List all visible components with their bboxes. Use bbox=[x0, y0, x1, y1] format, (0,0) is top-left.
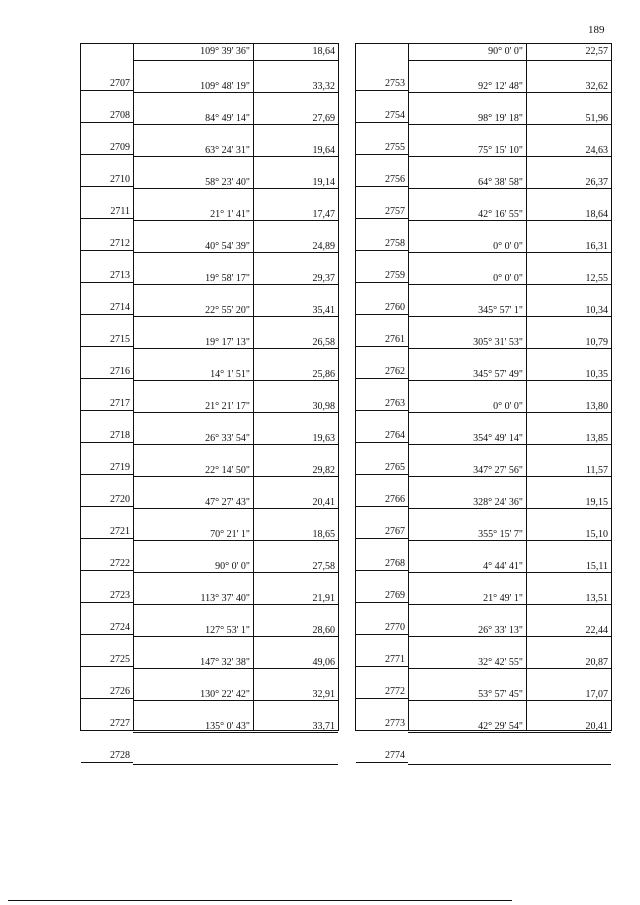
bearing-angle: 305° 31' 53" bbox=[473, 337, 523, 348]
bearing-angle: 22° 14' 50" bbox=[205, 465, 250, 476]
bearing-angle: 19° 17' 13" bbox=[205, 337, 250, 348]
row-divider bbox=[81, 410, 133, 411]
row-divider bbox=[81, 218, 133, 219]
row-divider bbox=[356, 218, 408, 219]
distance-value: 32,62 bbox=[585, 81, 608, 92]
point-id: 2707 bbox=[110, 78, 130, 89]
distance-value: 35,41 bbox=[312, 305, 335, 316]
point-id: 2758 bbox=[385, 238, 405, 249]
distance-value: 20,41 bbox=[312, 497, 335, 508]
distance-value: 30,98 bbox=[312, 401, 335, 412]
distance-value: 24,89 bbox=[312, 241, 335, 252]
bearing-angle: 53° 57' 45" bbox=[478, 689, 523, 700]
row-divider bbox=[81, 154, 133, 155]
row-divider bbox=[356, 634, 408, 635]
point-id: 2761 bbox=[385, 334, 405, 345]
row-divider bbox=[81, 282, 133, 283]
point-id: 2708 bbox=[110, 110, 130, 121]
row-divider bbox=[81, 506, 133, 507]
row-divider bbox=[356, 474, 408, 475]
row-divider bbox=[81, 314, 133, 315]
bearing-angle: 92° 12' 48" bbox=[478, 81, 523, 92]
point-id: 2771 bbox=[385, 654, 405, 665]
row-divider bbox=[81, 666, 133, 667]
distance-value: 22,57 bbox=[585, 46, 608, 57]
bearing-angle: 42° 16' 55" bbox=[478, 209, 523, 220]
bearing-angle: 58° 23' 40" bbox=[205, 177, 250, 188]
distance-value: 27,58 bbox=[312, 561, 335, 572]
point-id: 2717 bbox=[110, 398, 130, 409]
bearing-angle: 21° 49' 1" bbox=[483, 593, 523, 604]
bearing-angle: 14° 1' 51" bbox=[210, 369, 250, 380]
row-divider bbox=[133, 764, 338, 765]
bearing-angle: 98° 19' 18" bbox=[478, 113, 523, 124]
row-divider bbox=[81, 570, 133, 571]
point-id: 2727 bbox=[110, 718, 130, 729]
distance-value: 51,96 bbox=[585, 113, 608, 124]
row-divider bbox=[356, 506, 408, 507]
distance-value: 26,37 bbox=[585, 177, 608, 188]
row-divider bbox=[356, 90, 408, 91]
survey-table-right bbox=[355, 43, 612, 761]
distance-value: 18,64 bbox=[585, 209, 608, 220]
bearing-angle: 355° 15' 7" bbox=[478, 529, 523, 540]
bearing-angle: 70° 21' 1" bbox=[210, 529, 250, 540]
bearing-angle: 75° 15' 10" bbox=[478, 145, 523, 156]
point-id: 2769 bbox=[385, 590, 405, 601]
bearing-angle: 26° 33' 54" bbox=[205, 433, 250, 444]
distance-value: 10,34 bbox=[585, 305, 608, 316]
row-divider bbox=[81, 250, 133, 251]
row-divider bbox=[356, 538, 408, 539]
row-divider bbox=[81, 762, 133, 763]
distance-value: 10,35 bbox=[585, 369, 608, 380]
distance-value: 19,14 bbox=[312, 177, 335, 188]
bearing-angle: 0° 0' 0" bbox=[493, 273, 523, 284]
distance-value: 13,51 bbox=[585, 593, 608, 604]
bearing-angle: 90° 0' 0" bbox=[215, 561, 250, 572]
row-divider bbox=[133, 60, 338, 61]
point-id: 2757 bbox=[385, 206, 405, 217]
row-divider bbox=[356, 602, 408, 603]
row-divider bbox=[81, 634, 133, 635]
point-id: 2764 bbox=[385, 430, 405, 441]
footer-rule bbox=[8, 900, 512, 901]
distance-value: 19,63 bbox=[312, 433, 335, 444]
point-id: 2765 bbox=[385, 462, 405, 473]
distance-value: 18,65 bbox=[312, 529, 335, 540]
bearing-angle: 32° 42' 55" bbox=[478, 657, 523, 668]
bearing-angle: 21° 1' 41" bbox=[210, 209, 250, 220]
row-divider bbox=[81, 730, 133, 731]
point-id: 2710 bbox=[110, 174, 130, 185]
point-id: 2711 bbox=[110, 206, 130, 217]
row-divider bbox=[81, 346, 133, 347]
point-id: 2712 bbox=[110, 238, 130, 249]
point-id: 2759 bbox=[385, 270, 405, 281]
row-divider bbox=[81, 602, 133, 603]
row-divider bbox=[81, 378, 133, 379]
distance-value: 17,07 bbox=[585, 689, 608, 700]
distance-value: 15,11 bbox=[585, 561, 608, 572]
row-divider bbox=[356, 666, 408, 667]
distance-value: 17,47 bbox=[312, 209, 335, 220]
distance-value: 13,85 bbox=[585, 433, 608, 444]
distance-value: 19,64 bbox=[312, 145, 335, 156]
bearing-angle: 84° 49' 14" bbox=[205, 113, 250, 124]
point-id: 2755 bbox=[385, 142, 405, 153]
point-id: 2709 bbox=[110, 142, 130, 153]
bearing-angle: 4° 44' 41" bbox=[483, 561, 523, 572]
bearing-angle: 113° 37' 40" bbox=[200, 593, 250, 604]
row-divider bbox=[356, 282, 408, 283]
bearing-angle: 135° 0' 43" bbox=[205, 721, 250, 732]
point-id: 2754 bbox=[385, 110, 405, 121]
distance-value: 33,71 bbox=[312, 721, 335, 732]
distance-value: 25,86 bbox=[312, 369, 335, 380]
point-id: 2763 bbox=[385, 398, 405, 409]
bearing-angle: 22° 55' 20" bbox=[205, 305, 250, 316]
point-id: 2772 bbox=[385, 686, 405, 697]
row-divider bbox=[81, 538, 133, 539]
row-divider bbox=[81, 698, 133, 699]
point-id: 2773 bbox=[385, 718, 405, 729]
bearing-angle: 21° 21' 17" bbox=[205, 401, 250, 412]
survey-table-left bbox=[80, 43, 339, 761]
point-id: 2766 bbox=[385, 494, 405, 505]
point-id: 2753 bbox=[385, 78, 405, 89]
point-id: 2762 bbox=[385, 366, 405, 377]
row-divider bbox=[356, 250, 408, 251]
bearing-angle: 0° 0' 0" bbox=[493, 241, 523, 252]
bearing-angle: 347° 27' 56" bbox=[473, 465, 523, 476]
distance-value: 29,37 bbox=[312, 273, 335, 284]
row-divider bbox=[408, 764, 611, 765]
row-divider bbox=[81, 442, 133, 443]
distance-value: 10,79 bbox=[585, 337, 608, 348]
bearing-angle: 63° 24' 31" bbox=[205, 145, 250, 156]
row-divider bbox=[81, 474, 133, 475]
bearing-angle: 47° 27' 43" bbox=[205, 497, 250, 508]
row-divider bbox=[356, 730, 408, 731]
bearing-angle: 40° 54' 39" bbox=[205, 241, 250, 252]
point-id: 2724 bbox=[110, 622, 130, 633]
point-id: 2722 bbox=[110, 558, 130, 569]
bearing-angle: 90° 0' 0" bbox=[488, 46, 523, 57]
row-divider bbox=[356, 698, 408, 699]
distance-value: 21,91 bbox=[312, 593, 335, 604]
point-id: 2714 bbox=[110, 302, 130, 313]
distance-value: 15,10 bbox=[585, 529, 608, 540]
bearing-angle: 147° 32' 38" bbox=[200, 657, 250, 668]
page-number: 189 bbox=[588, 24, 605, 36]
distance-value: 27,69 bbox=[312, 113, 335, 124]
point-id: 2723 bbox=[110, 590, 130, 601]
point-id: 2774 bbox=[385, 750, 405, 761]
bearing-angle: 0° 0' 0" bbox=[493, 401, 523, 412]
bearing-angle: 328° 24' 36" bbox=[473, 497, 523, 508]
point-id: 2728 bbox=[110, 750, 130, 761]
row-divider bbox=[81, 122, 133, 123]
bearing-angle: 109° 39' 36" bbox=[200, 46, 250, 57]
point-id: 2713 bbox=[110, 270, 130, 281]
bearing-angle: 345° 57' 1" bbox=[478, 305, 523, 316]
point-id: 2770 bbox=[385, 622, 405, 633]
point-id: 2720 bbox=[110, 494, 130, 505]
row-divider bbox=[356, 186, 408, 187]
distance-value: 33,32 bbox=[312, 81, 335, 92]
distance-value: 19,15 bbox=[585, 497, 608, 508]
point-id: 2715 bbox=[110, 334, 130, 345]
row-divider bbox=[356, 570, 408, 571]
row-divider bbox=[356, 378, 408, 379]
row-divider bbox=[356, 154, 408, 155]
distance-value: 28,60 bbox=[312, 625, 335, 636]
row-divider bbox=[81, 90, 133, 91]
distance-value: 16,31 bbox=[585, 241, 608, 252]
bearing-angle: 64° 38' 58" bbox=[478, 177, 523, 188]
row-divider bbox=[356, 314, 408, 315]
bearing-angle: 127° 53' 1" bbox=[205, 625, 250, 636]
row-divider bbox=[356, 762, 408, 763]
bearing-angle: 26° 33' 13" bbox=[478, 625, 523, 636]
row-divider bbox=[356, 122, 408, 123]
distance-value: 32,91 bbox=[312, 689, 335, 700]
bearing-angle: 109° 48' 19" bbox=[200, 81, 250, 92]
point-id: 2718 bbox=[110, 430, 130, 441]
bearing-angle: 130° 22' 42" bbox=[200, 689, 250, 700]
distance-value: 20,87 bbox=[585, 657, 608, 668]
distance-value: 11,57 bbox=[585, 465, 608, 476]
row-divider bbox=[356, 410, 408, 411]
point-id: 2768 bbox=[385, 558, 405, 569]
row-divider bbox=[408, 60, 611, 61]
distance-value: 29,82 bbox=[312, 465, 335, 476]
distance-value: 22,44 bbox=[585, 625, 608, 636]
point-id: 2767 bbox=[385, 526, 405, 537]
bearing-angle: 354° 49' 14" bbox=[473, 433, 523, 444]
row-divider bbox=[81, 186, 133, 187]
distance-value: 49,06 bbox=[312, 657, 335, 668]
distance-value: 26,58 bbox=[312, 337, 335, 348]
row-divider bbox=[356, 442, 408, 443]
point-id: 2716 bbox=[110, 366, 130, 377]
distance-value: 24,63 bbox=[585, 145, 608, 156]
bearing-angle: 345° 57' 49" bbox=[473, 369, 523, 380]
point-id: 2760 bbox=[385, 302, 405, 313]
point-id: 2719 bbox=[110, 462, 130, 473]
distance-value: 13,80 bbox=[585, 401, 608, 412]
bearing-angle: 42° 29' 54" bbox=[478, 721, 523, 732]
point-id: 2726 bbox=[110, 686, 130, 697]
bearing-angle: 19° 58' 17" bbox=[205, 273, 250, 284]
row-divider bbox=[356, 346, 408, 347]
point-id: 2721 bbox=[110, 526, 130, 537]
distance-value: 12,55 bbox=[585, 273, 608, 284]
distance-value: 20,41 bbox=[585, 721, 608, 732]
point-id: 2756 bbox=[385, 174, 405, 185]
distance-value: 18,64 bbox=[312, 46, 335, 57]
point-id: 2725 bbox=[110, 654, 130, 665]
